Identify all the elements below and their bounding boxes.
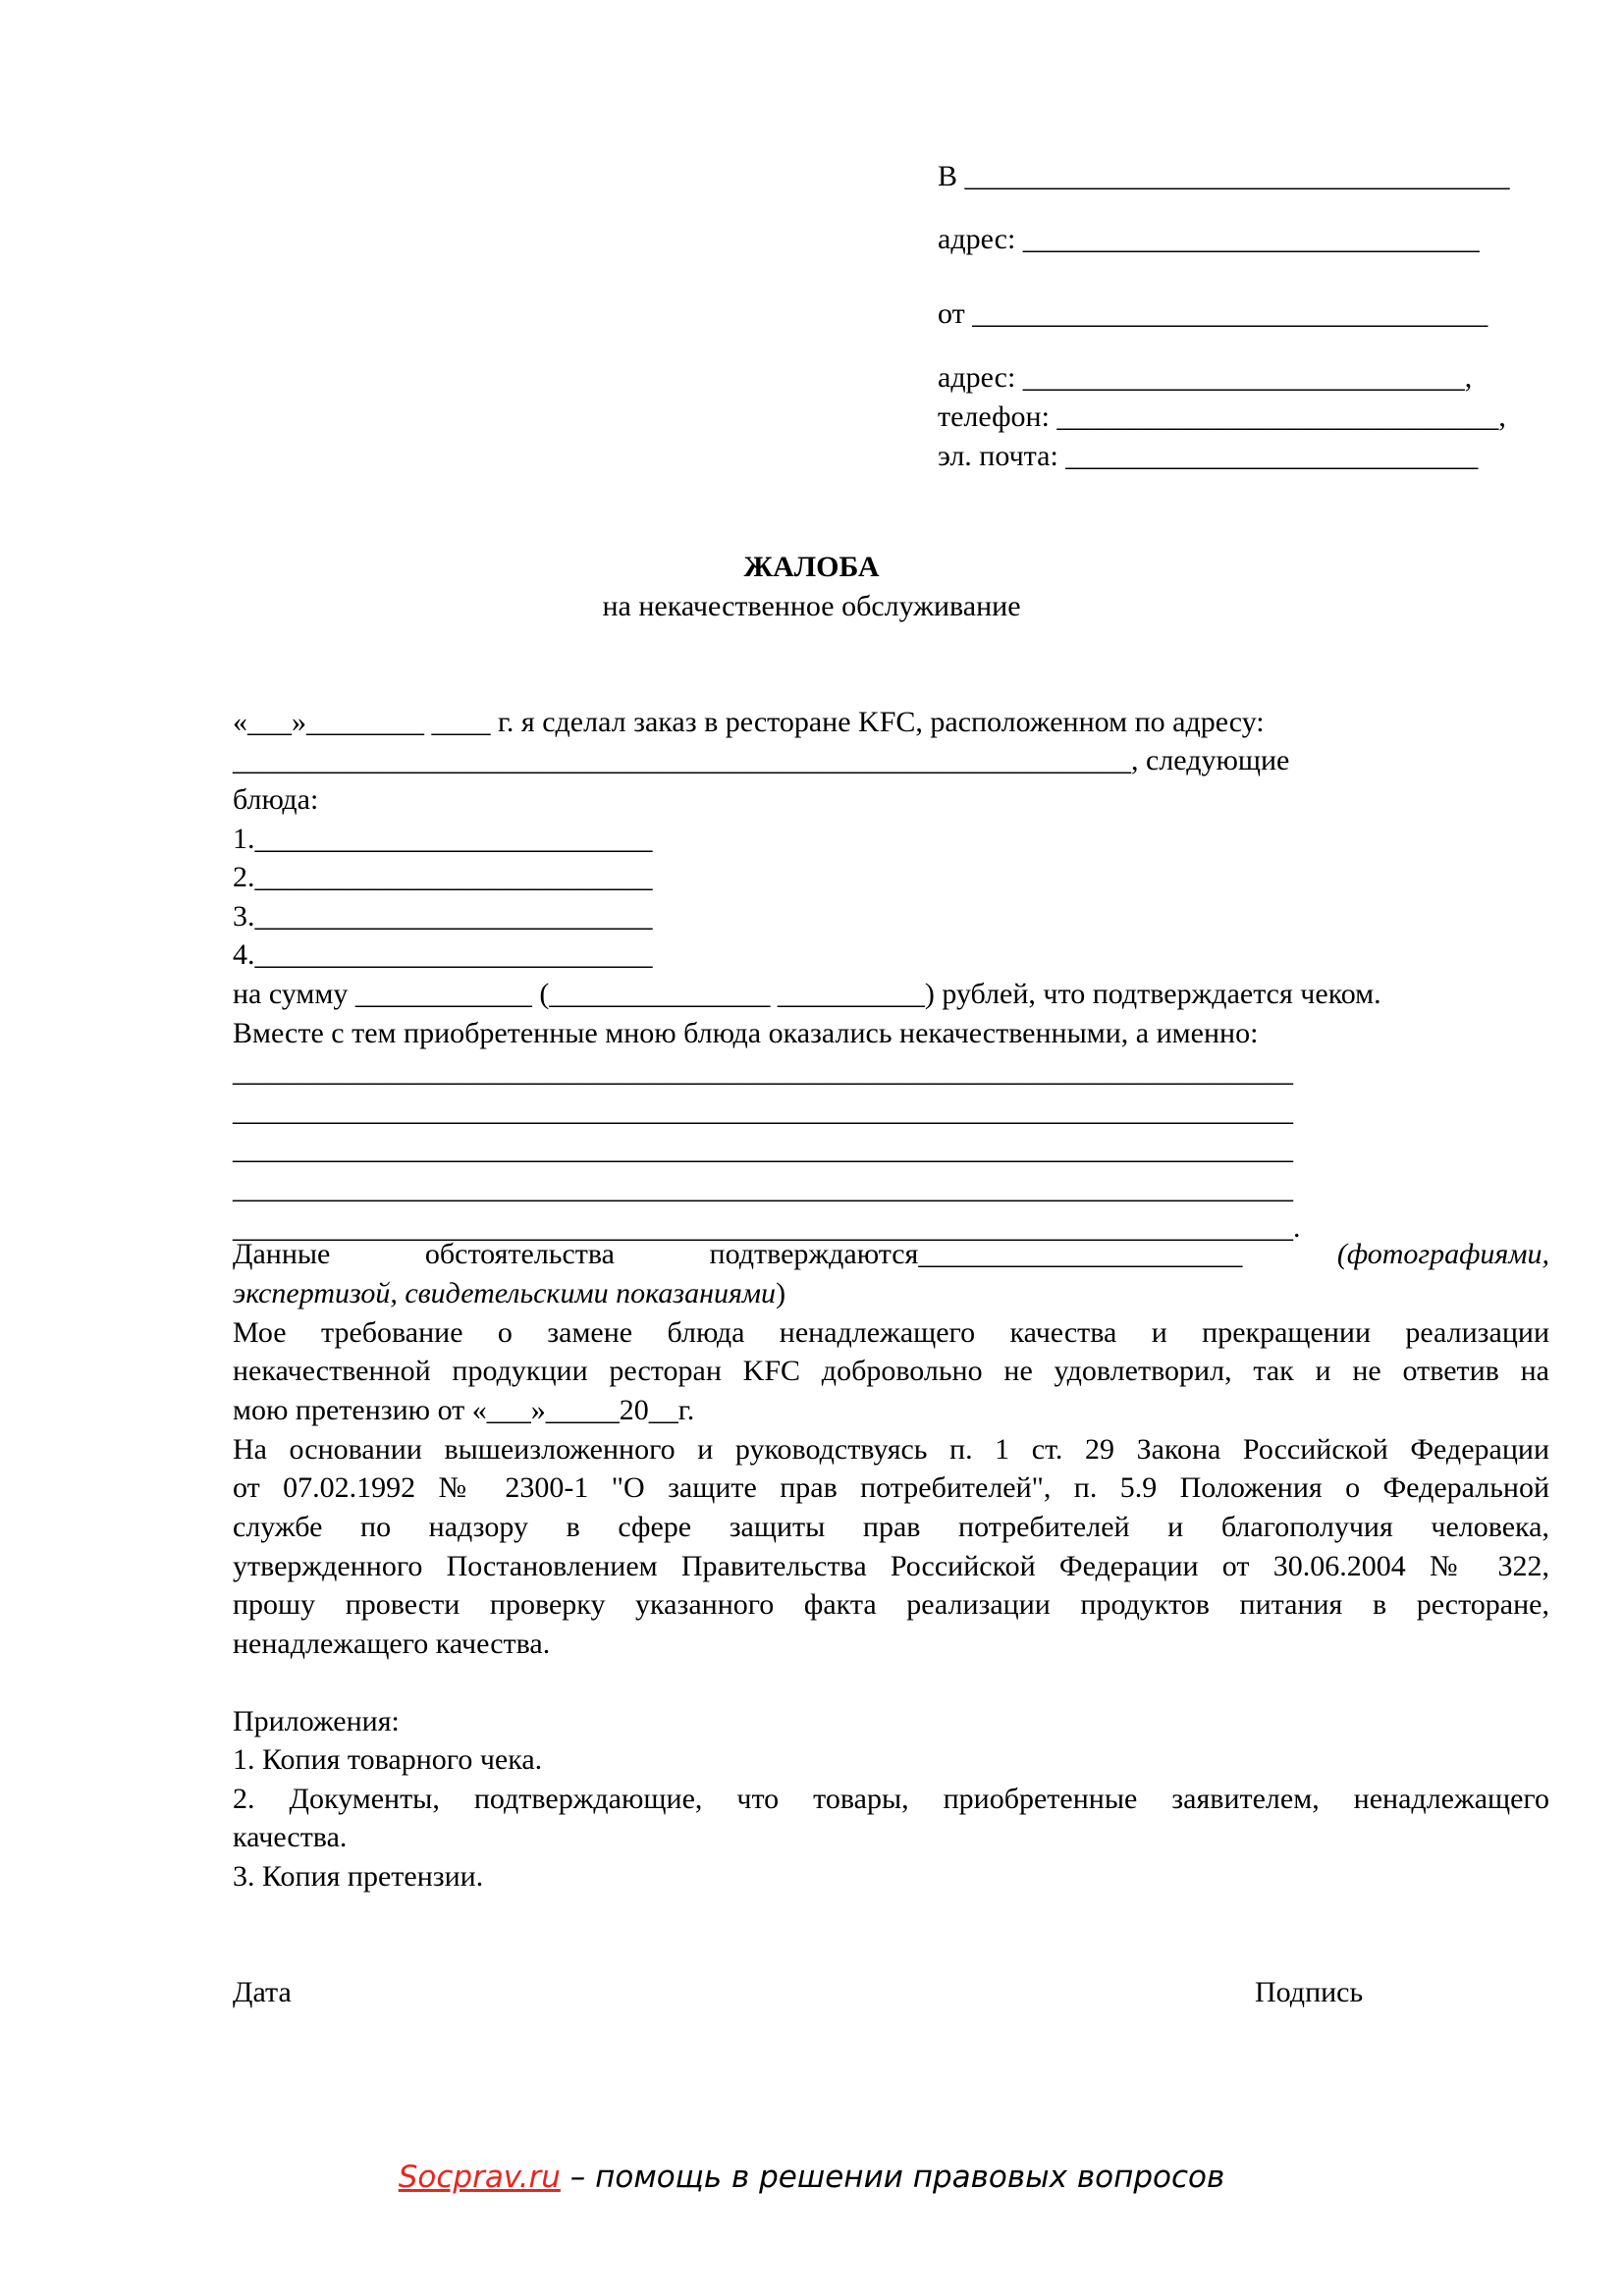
basis-line: службе по надзору в сфере защиты прав потребителей и благополучия человека, <box>233 1511 1549 1543</box>
basis-line: от 07.02.1992 № 2300-1 "О защите прав потребителей", п. 5.9 Положения о Федеральной <box>233 1471 1549 1504</box>
dish-item-2: 2.___________________________ <box>233 861 653 893</box>
evidence-word: Данные <box>233 1238 331 1270</box>
blank-line: ________________________________________________________________________ <box>233 1055 1293 1088</box>
attachment-item-3: 3. Копия претензии. <box>233 1860 484 1893</box>
attachment-item-2: 2. Документы, подтверждающие, что товары, приобретенные заявителем, ненадлежащего <box>233 1783 1549 1815</box>
dish-item-3: 3.___________________________ <box>233 900 653 933</box>
defect-intro: Вместе с тем приобретенные мною блюда оказались некачественными, а именно: <box>233 1017 1259 1049</box>
dish-item-1: 1.___________________________ <box>233 823 653 855</box>
sender-line: от ___________________________________ <box>938 297 1488 330</box>
document-subtitle: на некачественное обслуживание <box>602 590 1021 622</box>
attachments-label: Приложения: <box>233 1705 400 1737</box>
attachment-item-1: 1. Копия товарного чека. <box>233 1743 543 1776</box>
sender-phone-line: телефон: ______________________________, <box>938 400 1506 433</box>
dishes-label: блюда: <box>233 783 319 816</box>
basis-line: утвержденного Постановлением Правительства Российской Федерации от 30.06.2004 № 322, <box>233 1550 1549 1582</box>
evidence-word: обстоятельства <box>424 1238 616 1270</box>
demand-line: Мое требование о замене блюда ненадлежащего качества и прекращении реализации <box>233 1316 1549 1349</box>
evidence-line-2 <box>233 1274 785 1313</box>
basis-line: На основании вышеизложенного и руководствуясь п. 1 ст. 29 Закона Российской Федерации <box>233 1433 1549 1466</box>
demand-line-last: мою претензию от «___»_____20__г. <box>233 1394 695 1426</box>
footer-brand-link[interactable]: Socprav.ru <box>398 2160 561 2195</box>
order-address-line: _____________________________________________________________, следующие <box>233 744 1290 776</box>
recipient-line: В _____________________________________ <box>938 160 1510 192</box>
blank-line: ________________________________________________________________________. <box>233 1211 1301 1244</box>
recipient-address-line: адрес: _______________________________ <box>938 223 1480 255</box>
evidence-paren: ) <box>776 1277 786 1309</box>
blank-line: ________________________________________________________________________ <box>233 1133 1293 1165</box>
sender-email-line: эл. почта: ____________________________ <box>938 440 1479 472</box>
basis-line-last: ненадлежащего качества. <box>233 1628 551 1660</box>
demand-line: некачественной продукции ресторан KFC добровольно не удовлетворил, так и не ответив на <box>233 1355 1549 1387</box>
evidence-word: подтверждаются______________________ <box>709 1238 1243 1270</box>
basis-line: прошу провести проверку указанного факта реализации продуктов питания в ресторане, <box>233 1588 1549 1621</box>
document-title: ЖАЛОБА <box>743 551 880 583</box>
attachment-item-2-cont: качества. <box>233 1821 348 1853</box>
footer-tagline: – помощь в решении правовых вопросов <box>560 2160 1225 2195</box>
evidence-line <box>233 1235 1549 1274</box>
sum-line: на сумму ____________ (_______________ __________) рублей, что подтверждается чеком. <box>233 978 1381 1010</box>
evidence-italic-text: экспертизой, свидетельскими показаниями <box>233 1277 777 1309</box>
blank-line: ________________________________________________________________________ <box>233 1095 1293 1127</box>
evidence-word: (фотографиями, <box>1336 1238 1549 1270</box>
order-line: «___»________ ____ г. я сделал заказ в ресторане KFC, расположенном по адресу: <box>233 706 1265 738</box>
blank-line: ________________________________________________________________________ <box>233 1172 1293 1204</box>
footer <box>0 2156 1623 2199</box>
dish-item-4: 4.___________________________ <box>233 938 653 971</box>
date-label: Дата <box>233 1976 292 2008</box>
signature-label: Подпись <box>1255 1976 1364 2008</box>
sender-address-line: адрес: ______________________________, <box>938 361 1473 394</box>
